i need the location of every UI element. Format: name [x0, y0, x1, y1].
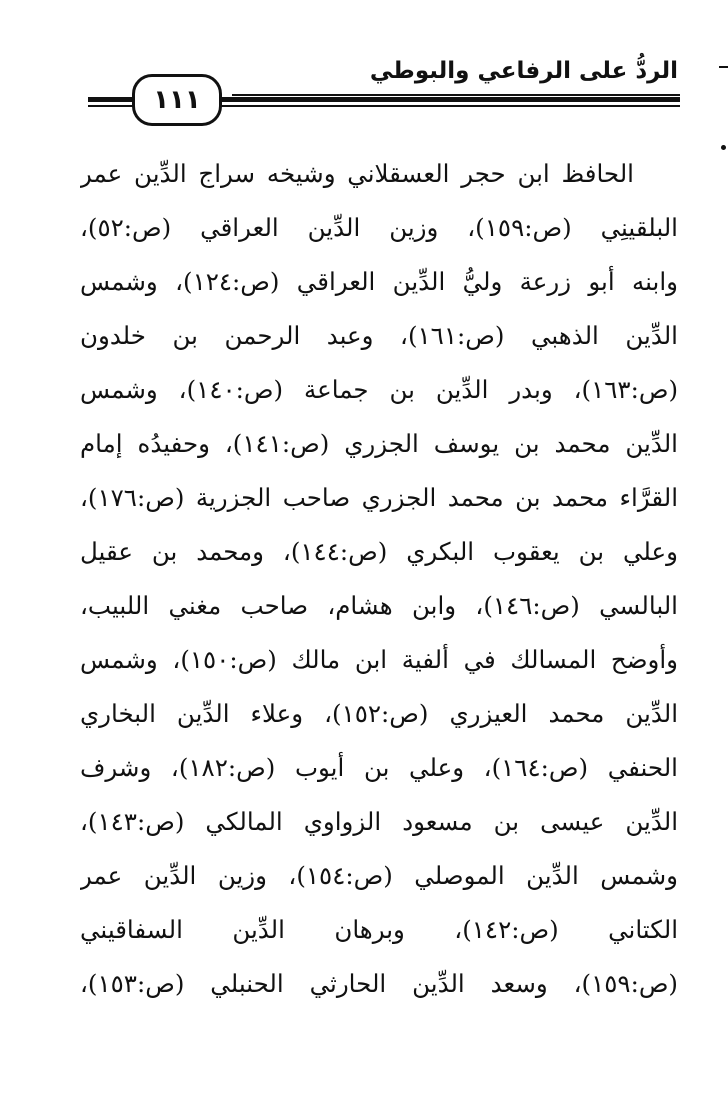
edge-dot [721, 145, 726, 150]
page-number: ١١١ [132, 74, 222, 126]
text-line: وعلي بن يعقوب البكري (ص:١٤٤)، ومحمد بن عقيل [80, 537, 678, 566]
edge-mark [719, 66, 728, 68]
text-line: وشمس الدِّين الموصلي (ص:١٥٤)، وزين الدِّين عمر [80, 861, 678, 890]
text-line: (ص:١٦٣)، وبدر الدِّين بن جماعة (ص:١٤٠)، وشمس [80, 375, 678, 404]
text-line: وابنه أبو زرعة وليُّ الدِّين العراقي (ص:١٢٤)، وشمس [80, 267, 678, 296]
text-line: البالسي (ص:١٤٦)، وابن هشام، صاحب مغني اللبيب، [80, 591, 678, 620]
title-underline [232, 94, 680, 96]
text-line: الكتاني (ص:١٤٢)، وبرهان الدِّين السفاقيني [80, 915, 678, 944]
text-line: الدِّين عيسى بن مسعود الزواوي المالكي (ص:١٤٣)، [80, 807, 678, 836]
body-text [80, 147, 678, 1011]
text-line: الحنفي (ص:١٦٤)، وعلي بن أيوب (ص:١٨٢)، وشرف [80, 753, 678, 782]
text-line: (ص:١٥٩)، وسعد الدِّين الحارثي الحنبلي (ص:١٥٣)، [80, 969, 678, 998]
text-line: البلقينِي (ص:١٥٩)، وزين الدِّين العراقي (ص:٥٢)، [80, 213, 678, 242]
running-title: الردُّ على الرفاعي والبوطي [369, 58, 678, 84]
text-line: القرَّاء محمد بن محمد الجزري صاحب الجزرية (ص:١٧٦)، [80, 483, 678, 512]
text-line: وأوضح المسالك في ألفية ابن مالك (ص:١٥٠)، وشمس [80, 645, 678, 674]
text-line: الدِّين محمد بن يوسف الجزري (ص:١٤١)، وحفيدُه إمام [80, 429, 678, 458]
text-line: الحافظ ابن حجر العسقلاني وشيخه سراج الدِّين عمر [80, 159, 634, 188]
text-line: الدِّين الذهبي (ص:١٦١)، وعبد الرحمن بن خلدون [80, 321, 678, 350]
text-line: الدِّين محمد العيزري (ص:١٥٢)، وعلاء الدِّين البخاري [80, 699, 678, 728]
